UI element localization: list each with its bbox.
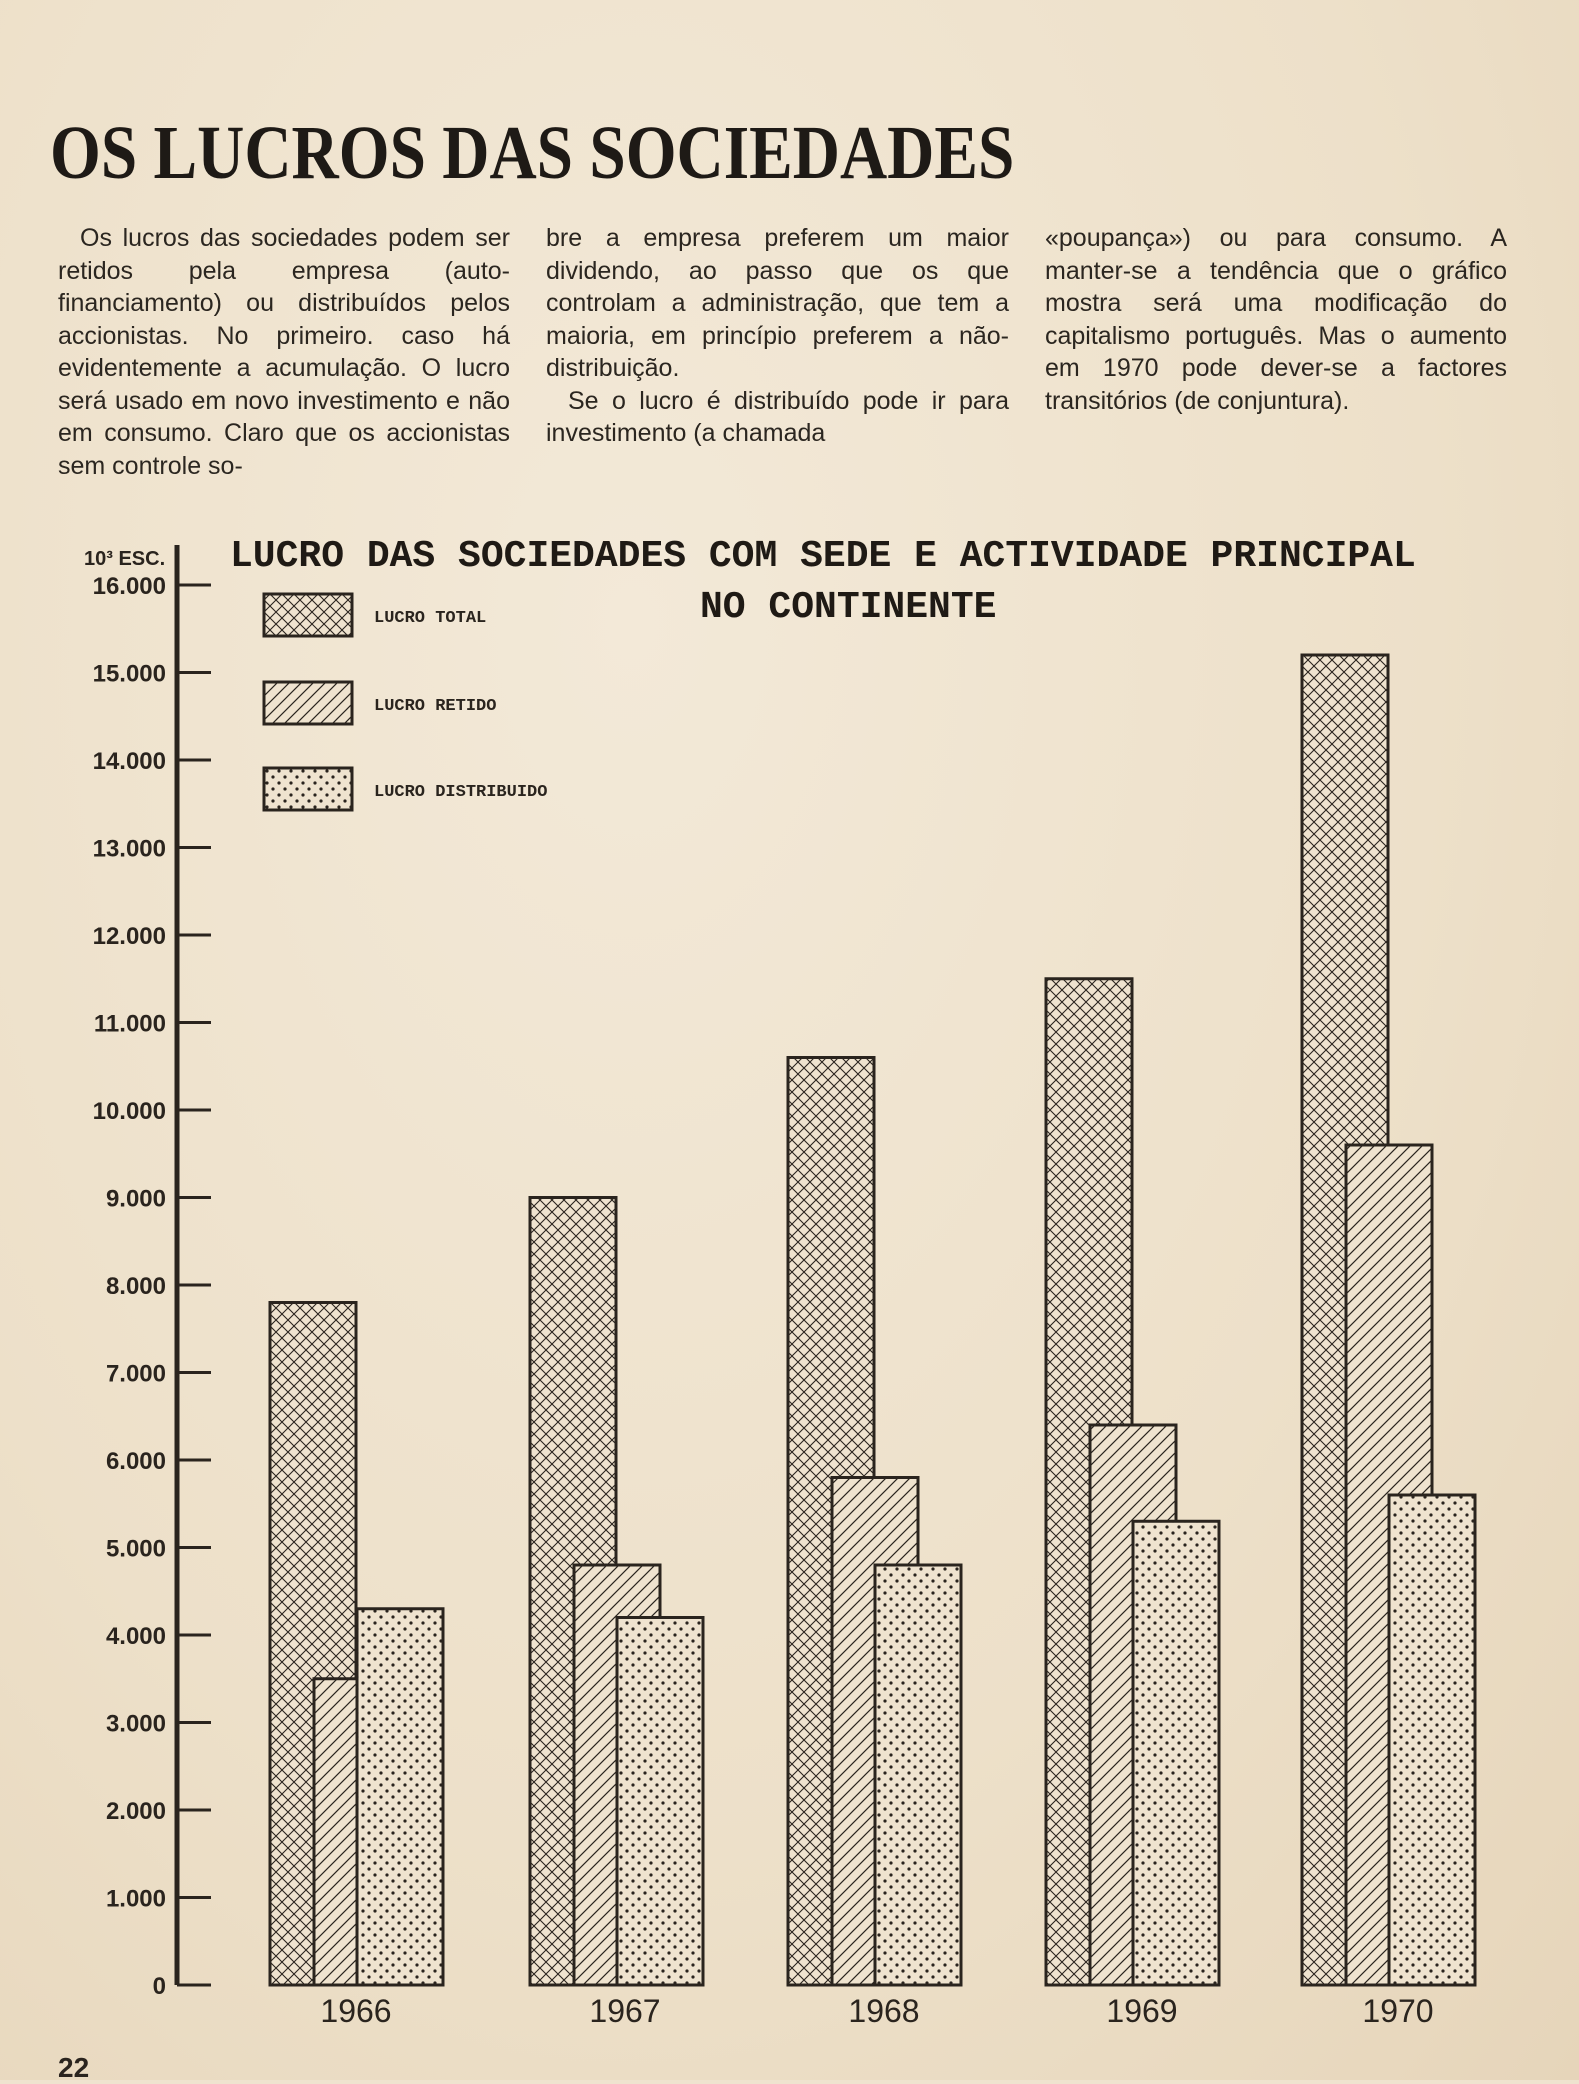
y-tick-label: 13.000 (92, 835, 166, 863)
y-tick-label: 4.000 (105, 1623, 166, 1650)
x-tick-label: 1966 (320, 1993, 392, 2029)
bar-dots-1970 (1389, 1495, 1475, 1985)
legend-swatch (264, 682, 352, 724)
bar-dots-1966 (357, 1609, 443, 1985)
x-tick-label: 1968 (848, 1993, 920, 2029)
column-2-paragraph-2: Se o lucro é distribuído pode ir para investimento (a chamada (546, 386, 1009, 447)
legend-label: LUCRO TOTAL (374, 609, 487, 628)
y-tick-label: 5.000 (105, 1535, 166, 1563)
y-axis-unit-label: 10³ ESC. (84, 548, 166, 570)
chart-title-line-2: NO CONTINENTE (700, 586, 997, 629)
bars-group (270, 655, 1475, 1985)
y-tick-label: 15.000 (92, 660, 166, 688)
legend-label: LUCRO RETIDO (374, 697, 497, 716)
page-number: 22 (58, 2052, 90, 2083)
x-axis-labels (320, 1993, 1433, 2029)
y-tick-label: 1.000 (105, 1885, 166, 1913)
bar-dots-1969 (1133, 1521, 1219, 1985)
legend-label: LUCRO DISTRIBUIDO (374, 783, 548, 802)
y-tick-label: 12.000 (92, 923, 166, 950)
chart-title-line-1: LUCRO DAS SOCIEDADES COM SEDE E ACTIVIDADE PRINCIPAL (230, 535, 1416, 578)
bar-dots-1967 (617, 1618, 703, 1986)
y-tick-label: 8.000 (105, 1273, 166, 1300)
column-2-paragraph-1: bre a empresa preferem um maior dividendo, ao passo que os que controlam a administração, que tem a maioria, em princípio preferem a não-distribuição. (546, 224, 1009, 382)
y-tick-label: 3.000 (105, 1710, 166, 1738)
chart-legend (264, 594, 547, 810)
legend-swatch (264, 594, 352, 636)
y-tick-label: 16.000 (92, 573, 166, 600)
y-tick-label: 2.000 (105, 1798, 166, 1825)
y-tick-label: 6.000 (105, 1448, 166, 1475)
x-tick-label: 1970 (1362, 1993, 1434, 2029)
y-tick-label: 0 (152, 1973, 166, 2000)
legend-swatch (264, 768, 352, 810)
article-title: OS LUCROS DAS SOCIEDADES (50, 111, 1015, 195)
y-axis-ticks (93, 573, 211, 2000)
column-1-paragraph: Os lucros das sociedades podem ser retidos pela empresa (auto-financiamento) ou distribuídos pelos accionistas. No primeiro. caso há evidentemente a acumulação. O lucro será usado em novo investimento e não em consumo. Claro que os accionistas sem controle so- (58, 224, 510, 480)
y-tick-label: 10.000 (92, 1098, 166, 1125)
y-tick-label: 9.000 (105, 1185, 166, 1213)
column-3-paragraph: «poupança») ou para consumo. A manter-se a tendência que o gráfico mostra será uma modificação do capitalismo português. Mas o aumento em 1970 pode dever-se a factores transitórios (de conjuntura). (1045, 224, 1507, 415)
x-tick-label: 1967 (589, 1993, 661, 2029)
y-tick-label: 11.000 (93, 1010, 166, 1038)
bar-dots-1968 (875, 1565, 961, 1985)
y-tick-label: 14.000 (92, 748, 166, 775)
x-tick-label: 1969 (1106, 1993, 1178, 2029)
y-tick-label: 7.000 (105, 1360, 166, 1388)
